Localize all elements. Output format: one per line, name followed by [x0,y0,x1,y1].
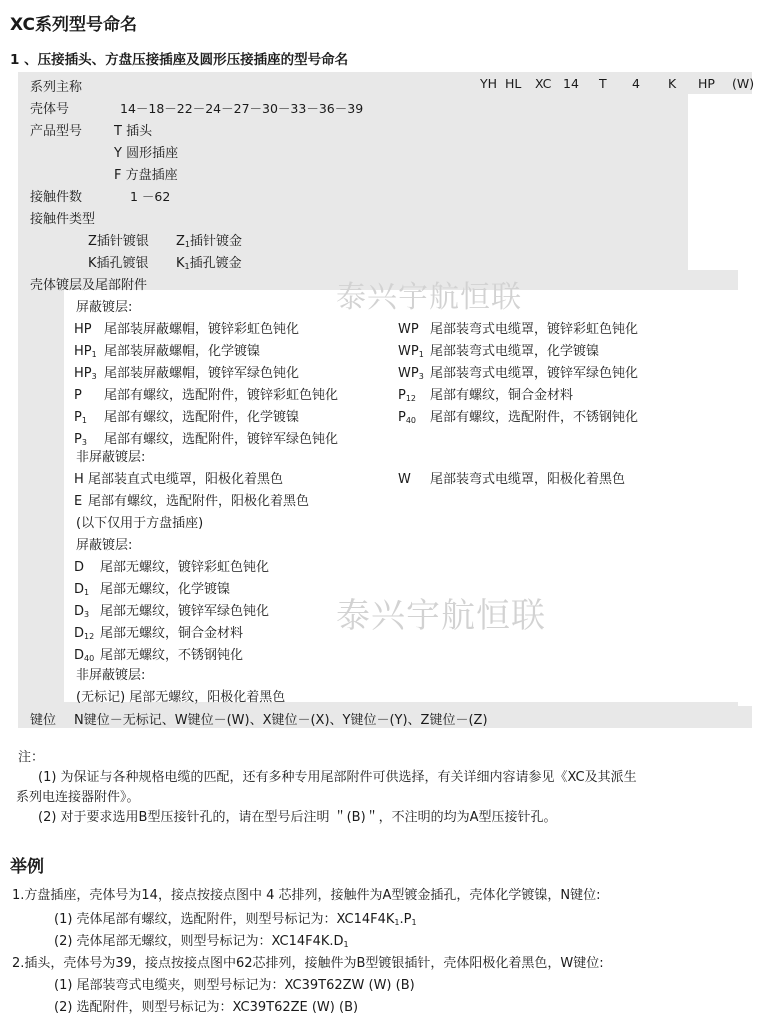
contact-k1: $K_1$插孔镀金 [176,256,242,271]
nonshield-item [74,490,309,509]
plating-item-code: $P_{12}$ [398,388,417,403]
page-title: XC系列型号命名 [10,15,137,35]
plating-item-code: $P_3$ [74,432,87,447]
plating-item [74,428,338,447]
square-shield-item [74,644,243,663]
plating-item [398,340,599,359]
square-shield-item-text: 尾部无螺纹，镀锌彩虹色钝化 [100,560,270,575]
square-shield-item-code: $D_{12}$ [74,626,95,641]
watermark-top: 泰兴宇航恒联 [336,280,522,315]
plating-item-code: $P_1$ [74,410,87,425]
square-shield-item-code: $D_{40}$ [74,648,95,663]
plating-item-text: 尾部装屏蔽螺帽，镀锌彩虹色钝化 [104,322,300,337]
plating-item-code: HP [74,322,92,337]
nonshield-item [398,468,625,487]
example-1a: (1) 壳体尾部有螺纹，选配附件，则型号标记为：$XC14F4K_1.P_1$ [54,912,417,927]
plating-item-text: 尾部有螺纹，选配附件，不锈钢钝化 [430,410,639,425]
square-shield-item [74,600,269,619]
example-2: 2.插头，壳体号为39，接点按接点图中62芯排列，接触件为B型镀银插针，壳体阳极化着黑色，W键位: [12,956,604,971]
plating-item-code: $HP_1$ [74,344,97,359]
square-shield-item-text: 尾部无螺纹，化学镀镍 [100,582,231,597]
code-yh: YH [480,76,498,91]
plating-item [398,362,638,381]
code-w: (W) [732,76,755,91]
notes-head: 注： [18,750,45,765]
series-label: 系列主称 [30,80,83,95]
key-label: 键位 [30,713,57,728]
note-1-line-1: (1) 为保证与各种规格电缆的匹配，还有多种专用尾部附件可供选择，有关详细内容请参见《XC及其派生 [38,770,637,785]
plating-item [398,384,573,403]
section-title: 1 、压接插头、方盘压接插座及圆形压接插座的型号命名 [10,52,349,68]
plating-item-text: 尾部有螺纹，选配附件，镀锌军绿色钝化 [104,432,339,447]
plating-item-code: $HP_3$ [74,366,97,381]
contact-z1: $Z_1$插针镀金 [176,234,243,249]
watermark-bottom: 泰兴宇航恒联 [336,596,546,636]
square-only-note: (以下仅用于方盘插座) [76,516,204,531]
plating-item-text: 尾部有螺纹，铜合金材料 [430,388,574,403]
contact-count-label: 接触件数 [30,190,83,205]
square-shield-item [74,556,269,575]
square-shield-item-text: 尾部无螺纹，镀锌军绿色钝化 [100,604,270,619]
code-t: T [599,76,607,91]
plating-item-code: WP [398,322,419,337]
examples-title: 举例 [10,857,44,877]
code-k: K [668,76,677,91]
plating-item [74,340,260,359]
none-mark-item: (无标记) 尾部无螺纹，阳极化着黑色 [76,690,286,705]
plating-item-code: P [74,388,82,403]
square-shield-item [74,578,230,597]
nonshield-item-text: 尾部装弯式电缆罩，阳极化着黑色 [430,472,626,487]
plating-item [398,406,638,425]
note-2: (2) 对于要求选用B型压接针孔的，请在型号后注明 ＂(B)＂，不注明的均为A型压接针孔。 [38,810,557,825]
contact-k: K插孔镀银 [88,256,149,271]
example-2a: (1) 尾部装弯式电缆夹，则型号标记为：XC39T62ZW (W) (B) [54,978,415,993]
shell-no-value: 14－18－22－24－27－30－33－36－39 [120,101,364,116]
nonshield-label-2: 非屏蔽镀层: [76,668,146,683]
code-hl: HL [505,76,522,91]
plating-item-text: 尾部装弯式电缆罩，化学镀镍 [430,344,600,359]
contact-z: Z插针镀银 [88,234,149,249]
plating-item-code: $WP_1$ [398,344,424,359]
shell-no-label: 壳体号 [30,102,70,117]
square-shield-item-text: 尾部无螺纹，铜合金材料 [100,626,244,641]
code-hp: HP [698,76,715,91]
nonshield-item-text: 尾部有螺纹，选配附件，阳极化着黑色 [88,494,310,509]
code-14: 14 [563,76,579,91]
product-label: 产品型号 [30,124,83,139]
shield-label: 屏蔽镀层: [76,300,133,315]
code-4: 4 [632,76,640,91]
key-value: N键位－无标记、W键位－(W)、X键位－(X)、Y键位－(Y)、Z键位－(Z) [74,713,488,728]
shield-label-2: 屏蔽镀层: [76,538,133,553]
code-xc: XC [535,76,552,91]
nonshield-item-text: 尾部装直式电缆罩，阳极化着黑色 [88,472,284,487]
contact-count-value: 1 －62 [130,189,171,204]
plating-item-text: 尾部装弯式电缆罩，镀锌彩虹色钝化 [430,322,639,337]
plating-item [74,362,299,381]
product-f: F 方盘插座 [114,168,178,183]
note-1-line-2: 系列电连接器附件》。 [16,790,140,805]
plating-item [74,384,338,403]
nonshield-label: 非屏蔽镀层: [76,450,146,465]
header-band [18,72,755,94]
square-shield-item-code: $D_3$ [74,604,90,619]
square-shield-item [74,622,243,641]
plating-item [74,318,299,337]
product-y: Y 圆形插座 [114,146,179,161]
square-shield-item-code: $D_1$ [74,582,90,597]
product-t: T 插头 [114,124,153,139]
example-1b: (2) 壳体尾部无螺纹，则型号标记为：$XC14F4K.D_1$ [54,934,349,949]
nonshield-item [74,468,283,487]
plating-item-text: 尾部装屏蔽螺帽，镀锌军绿色钝化 [104,366,300,381]
square-shield-item-code: D [74,560,85,575]
plating-item-text: 尾部有螺纹，选配附件，镀锌彩虹色钝化 [104,388,339,403]
example-2b: (2) 选配附件，则型号标记为：XC39T62ZE (W) (B) [54,1000,359,1015]
plating-item-text: 尾部装弯式电缆罩，镀锌军绿色钝化 [430,366,639,381]
example-1: 1.方盘插座，壳体号为14，接点按接点图中 4 芯排列，接触件为A型镀金插孔，壳体化学镀镍，N键位: [12,888,601,903]
square-shield-item-text: 尾部无螺纹，不锈钢钝化 [100,648,244,663]
nonshield-item-code: E [74,494,83,509]
contact-type-label: 接触件类型 [30,212,96,227]
plating-item-code: $P_{40}$ [398,410,417,425]
plating-item-text: 尾部装屏蔽螺帽，化学镀镍 [104,344,261,359]
plating-item-text: 尾部有螺纹，选配附件，化学镀镍 [104,410,300,425]
plating-item-code: $WP_3$ [398,366,424,381]
nonshield-item-code: H [74,472,84,487]
plating-label: 壳体镀层及尾部附件 [30,278,148,293]
nonshield-item-code: W [398,472,411,487]
plating-item [74,406,299,425]
plating-item [398,318,638,337]
